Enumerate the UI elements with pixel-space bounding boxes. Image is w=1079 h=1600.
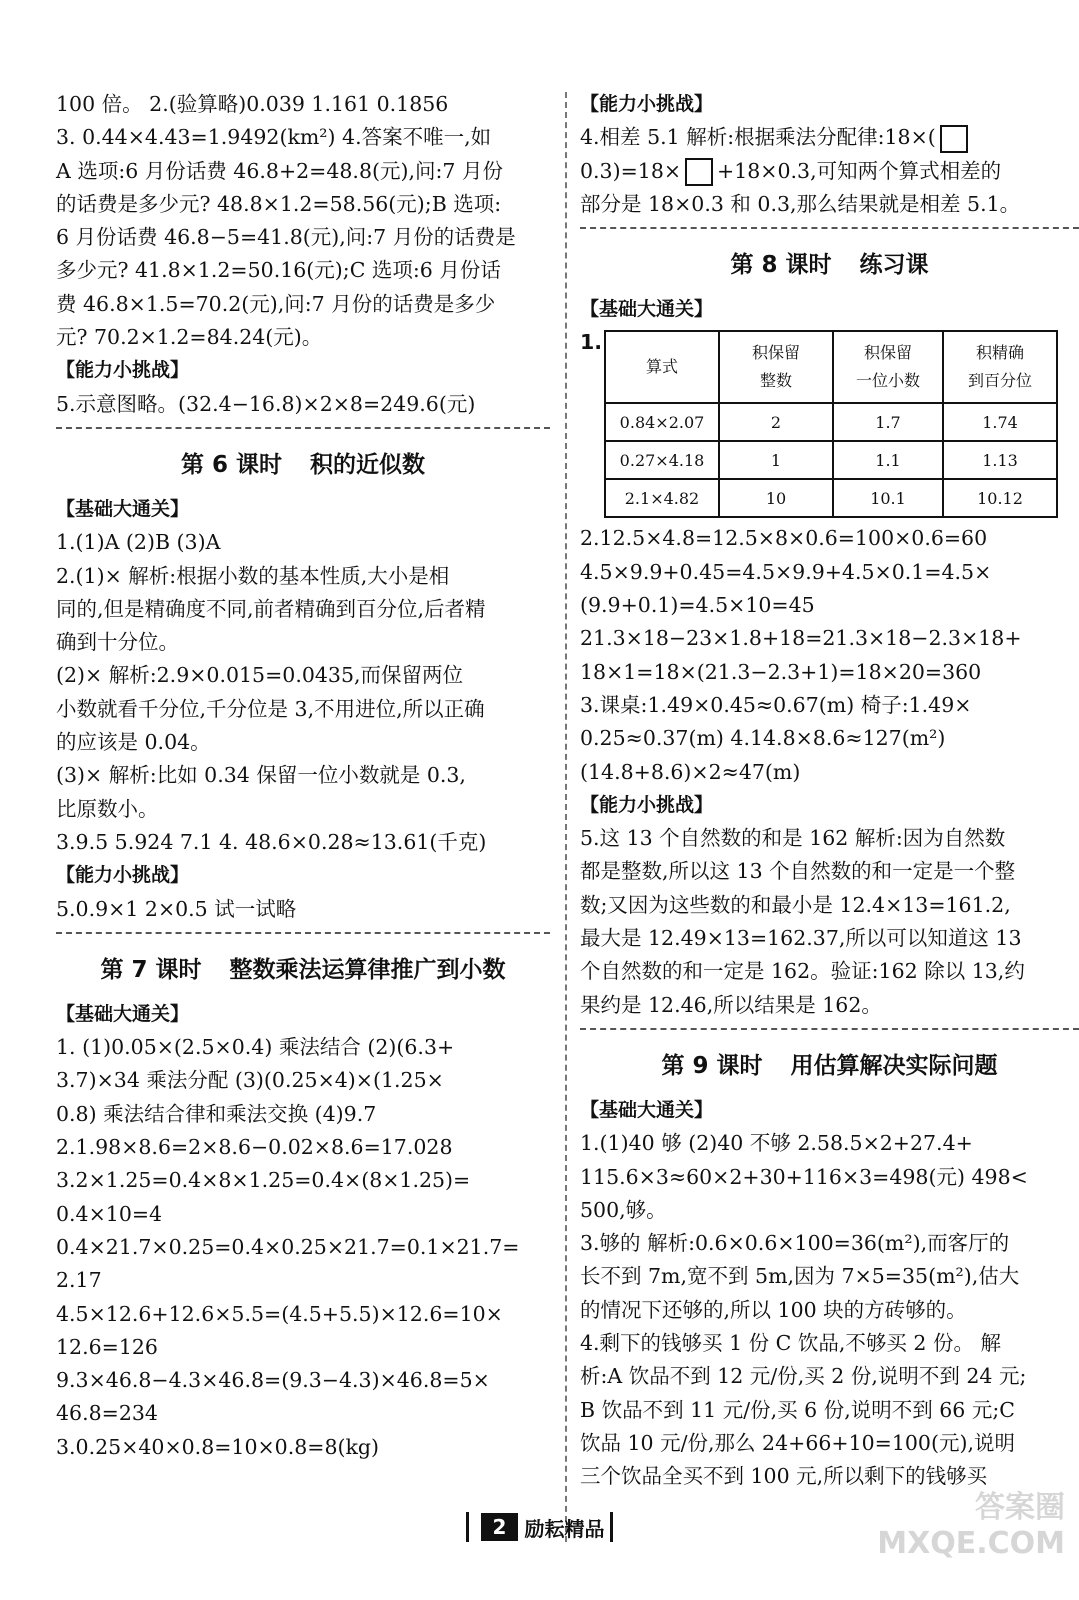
text-line: 0.25≈0.37(m) 4.14.8×8.6≈127(m²): [580, 726, 946, 751]
text-line: 多少元? 41.8×1.2=50.16(元);C 选项:6 月份话: [56, 258, 501, 283]
table-row: [605, 441, 1057, 479]
page-number: 2: [481, 1513, 519, 1541]
text-line: 2.(1)× 解析:根据小数的基本性质,大小是相: [56, 563, 450, 588]
text-line: 5.0.9×1 2×0.5 试一试略: [56, 896, 297, 921]
text-line: (14.8+8.6)×2≈47(m): [580, 759, 801, 784]
section-heading: 【基础大通关】: [56, 1002, 190, 1025]
section-heading: 【基础大通关】: [580, 298, 714, 321]
lesson-name: 整数乘法运算律推广到小数: [229, 956, 506, 983]
text-line: 长不到 7m,宽不到 5m,因为 7×5=35(m²),估大: [580, 1264, 1020, 1289]
table-cell: 10.12: [943, 479, 1057, 517]
table-header-cell: 算式: [605, 331, 719, 403]
table-cell: 10: [719, 479, 833, 517]
lesson-name: 积的近似数: [310, 451, 426, 478]
text-line: 21.3×18−23×1.8+18=21.3×18−2.3×18+: [580, 626, 1022, 651]
section-heading: 【能力小挑战】: [580, 93, 714, 115]
page-footer-badge: [460, 1512, 620, 1542]
section-heading: 【基础大通关】: [56, 497, 190, 520]
text-line: 0.4×10=4: [56, 1201, 163, 1226]
lesson-number: 第 9 课时: [661, 1052, 763, 1079]
text-line: 三个饮品全买不到 100 元,所以剩下的钱够买: [580, 1464, 988, 1489]
blank-box-icon: [940, 125, 968, 153]
text-line: [580, 155, 1079, 188]
text-line: 3. 0.44×4.43=1.9492(km²) 4.答案不唯一,如: [56, 125, 492, 150]
left-column: [56, 88, 550, 1464]
lesson-title: [56, 942, 550, 998]
text-segment: +18×0.3,可知两个算式相差的: [717, 158, 1002, 183]
lesson-title: [580, 237, 1079, 293]
watermark: [877, 1490, 1065, 1562]
text-line: 的话费是多少元? 48.8×1.2=58.56(元);B 选项:: [56, 191, 502, 216]
text-segment: 4.相差 5.1 解析:根据乘法分配律:18×(: [580, 125, 936, 150]
text-line: 12.6=126: [56, 1334, 158, 1359]
text-line: 3.7)×34 乘法分配 (3)(0.25×4)×(1.25×: [56, 1068, 444, 1093]
text-line: 部分是 18×0.3 和 0.3,那么结果就是相差 5.1。: [580, 191, 1021, 216]
text-line: 0.4×21.7×0.25=0.4×0.25×21.7=0.1×21.7=: [56, 1234, 520, 1259]
table-block: [580, 326, 1079, 522]
text-line: 3.0.25×40×0.8=10×0.8=8(kg): [56, 1434, 380, 1459]
section-divider: [56, 427, 550, 429]
text-line: 3.9.5 5.924 7.1 4. 48.6×0.28≈13.61(千克): [56, 829, 487, 854]
text-line: 果约是 12.46,所以结果是 162。: [580, 992, 882, 1017]
text-line: 最大是 12.49×13=162.37,所以可以知道这 13: [580, 926, 1022, 951]
text-segment: 0.3)=18×: [580, 158, 682, 183]
lesson-number: 第 7 课时: [100, 956, 202, 983]
text-line: 500,够。: [580, 1197, 667, 1222]
blank-box-icon: [685, 158, 713, 186]
text-line: 2.17: [56, 1268, 102, 1293]
text-line: 1.(1)40 够 (2)40 不够 2.58.5×2+27.4+: [580, 1131, 973, 1156]
text-line: 100 倍。 2.(验算略)0.039 1.161 0.1856: [56, 92, 449, 116]
text-line: 数;又因为这些数的和最小是 12.4×13=161.2,: [580, 892, 1011, 917]
section-divider: [580, 1028, 1079, 1030]
table-header-row: [605, 331, 1057, 403]
table-header-cell: 积保留 一位小数: [833, 331, 943, 403]
section-heading: 【能力小挑战】: [580, 793, 714, 816]
text-line: 18×1=18×(21.3−2.3+1)=18×20=360: [580, 659, 982, 684]
watermark-line: 答案圈: [975, 1490, 1065, 1525]
table-cell: 1: [719, 441, 833, 479]
text-line: 同的,但是精确度不同,前者精确到百分位,后者精: [56, 596, 486, 621]
lesson-title: [56, 437, 550, 493]
text-line: 小数就看千分位,千分位是 3,不用进位,所以正确: [56, 696, 485, 721]
table-cell: 1.74: [943, 403, 1057, 441]
lesson-name: 用估算解决实际问题: [790, 1052, 998, 1079]
table-header-cell: 积精确 到百分位: [943, 331, 1057, 403]
table-row: [605, 403, 1057, 441]
section-divider: [56, 932, 550, 934]
table-cell: 2.1×4.82: [605, 479, 719, 517]
text-line: 0.8) 乘法结合律和乘法交换 (4)9.7: [56, 1101, 377, 1126]
lesson-number: 第 6 课时: [180, 451, 283, 478]
text-line: 46.8=234: [56, 1401, 158, 1426]
table-cell: 2: [719, 403, 833, 441]
table-cell: 0.27×4.18: [605, 441, 719, 479]
section-divider: [580, 227, 1079, 229]
text-line: 4.剩下的钱够买 1 份 C 饮品,不够买 2 份。 解: [580, 1331, 1001, 1356]
text-line: 4.5×12.6+12.6×5.5=(4.5+5.5)×12.6=10×: [56, 1301, 503, 1326]
text-line: 9.3×46.8−4.3×46.8=(9.3−4.3)×46.8=5×: [56, 1368, 490, 1393]
section-heading: 【基础大通关】: [580, 1098, 714, 1121]
text-line: 析:A 饮品不到 12 元/份,买 2 份,说明不到 24 元;: [580, 1364, 1027, 1389]
lesson-title: [580, 1038, 1079, 1094]
lesson-name: 练习课: [859, 252, 929, 279]
table-row: [605, 479, 1057, 517]
section-heading: 【能力小挑战】: [56, 864, 190, 887]
brand-name: 励耘精品: [524, 1516, 605, 1541]
text-line: 3.2×1.25=0.4×8×1.25=0.4×(8×1.25)=: [56, 1168, 471, 1193]
text-line: 元? 70.2×1.2=84.24(元)。: [56, 325, 323, 350]
text-line: 4.5×9.9+0.45=4.5×9.9+4.5×0.1=4.5×: [580, 559, 992, 584]
text-line: (3)× 解析:比如 0.34 保留一位小数就是 0.3,: [56, 763, 466, 788]
right-column: [580, 88, 1079, 1528]
text-line: (9.9+0.1)=4.5×10=45: [580, 593, 815, 618]
text-line: A 选项:6 月份话费 46.8+2=48.8(元),问:7 月份: [56, 158, 503, 183]
text-line: 饮品 10 元/份,那么 24+66+10=100(元),说明: [580, 1430, 1015, 1455]
text-line: 确到十分位。: [56, 630, 179, 655]
text-line: 的情况下还够的,所以 100 块的方砖够的。: [580, 1297, 967, 1322]
text-line: 5.示意图略。(32.4−16.8)×2×8=249.6(元): [56, 391, 476, 416]
text-line: 115.6×3≈60×2+30+116×3=498(元) 498<: [580, 1164, 1028, 1189]
rounding-table: [604, 330, 1058, 518]
section-heading: 【能力小挑战】: [56, 359, 190, 382]
text-line: B 饮品不到 11 元/份,买 6 份,说明不到 66 元;C: [580, 1397, 1015, 1422]
footer-bar: [610, 1512, 613, 1542]
column-divider: [565, 92, 567, 1542]
text-line: 6 月份话费 46.8−5=41.8(元),问:7 月份的话费是: [56, 225, 516, 250]
watermark-line: MXQE.COM: [877, 1526, 1065, 1561]
text-line: 3.课桌:1.49×0.45≈0.67(m) 椅子:1.49×: [580, 692, 972, 717]
text-line: [580, 121, 1079, 154]
text-line: 费 46.8×1.5=70.2(元),问:7 月份的话费是多少: [56, 291, 496, 316]
text-line: 都是整数,所以这 13 个自然数的和一定是一个整: [580, 859, 1016, 884]
text-line: 1. (1)0.05×(2.5×0.4) 乘法结合 (2)(6.3+: [56, 1035, 455, 1060]
text-line: 2.12.5×4.8=12.5×8×0.6=100×0.6=60: [580, 526, 988, 551]
text-line: 个自然数的和一定是 162。验证:162 除以 13,约: [580, 959, 1025, 984]
text-line: 的应该是 0.04。: [56, 730, 211, 755]
question-number: 1.: [580, 330, 603, 355]
table-cell: 1.1: [833, 441, 943, 479]
text-line: 1.(1)A (2)B (3)A: [56, 530, 221, 555]
text-line: 比原数小。: [56, 796, 159, 821]
table-cell: 10.1: [833, 479, 943, 517]
table-cell: 1.7: [833, 403, 943, 441]
text-line: 2.1.98×8.6=2×8.6−0.02×8.6=17.028: [56, 1135, 453, 1160]
table-header-cell: 积保留 整数: [719, 331, 833, 403]
lesson-number: 第 8 课时: [730, 252, 832, 279]
text-line: 3.够的 解析:0.6×0.6×100=36(m²),而客厅的: [580, 1231, 1010, 1256]
text-line: (2)× 解析:2.9×0.015=0.0435,而保留两位: [56, 663, 464, 688]
table-cell: 1.13: [943, 441, 1057, 479]
footer-bar: [466, 1512, 469, 1542]
table-cell: 0.84×2.07: [605, 403, 719, 441]
text-line: 5.这 13 个自然数的和是 162 解析:因为自然数: [580, 826, 1006, 851]
